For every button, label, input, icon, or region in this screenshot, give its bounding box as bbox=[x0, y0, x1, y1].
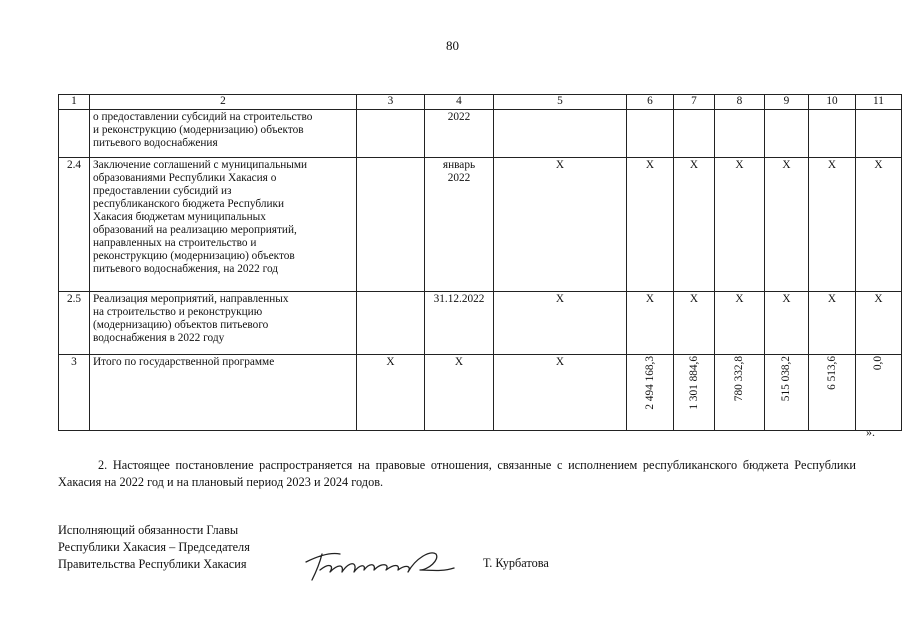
cell-col5: X bbox=[494, 158, 627, 292]
signer-title-line: Правительства Республики Хакасия bbox=[58, 557, 247, 571]
cell-col5: X bbox=[494, 355, 627, 431]
cell-col3 bbox=[357, 292, 425, 355]
cell-col7: X bbox=[674, 292, 715, 355]
row-number: 2.4 bbox=[59, 158, 90, 292]
total-value: 780 332,8 bbox=[733, 356, 745, 402]
total-value: 515 038,2 bbox=[780, 356, 792, 402]
signer-title-line: Исполняющий обязанности Главы bbox=[58, 523, 239, 537]
header-cell: 3 bbox=[357, 95, 425, 110]
cell-col10: X bbox=[809, 292, 856, 355]
header-cell: 9 bbox=[765, 95, 809, 110]
total-value: 6 513,6 bbox=[825, 356, 838, 390]
cell-col11: X bbox=[856, 158, 902, 292]
signer-name: Т. Курбатова bbox=[483, 556, 549, 570]
table-row bbox=[59, 355, 902, 431]
cell-col3 bbox=[357, 110, 425, 158]
cell-col9: X bbox=[765, 158, 809, 292]
cell-col9 bbox=[765, 110, 809, 158]
total-value: 2 494 168,3 bbox=[643, 356, 656, 410]
signer-title-line: Республики Хакасия – Председателя bbox=[58, 540, 250, 554]
paragraph-2: 2. Настоящее постановление распространяется на правовые отношения, связанные с исполнением республиканского бюджета Республики Хакасия на 2022 год и на плановый период 2023 и 2024 годов. bbox=[58, 458, 856, 489]
header-cell: 8 bbox=[715, 95, 765, 110]
cell-col8: X bbox=[715, 292, 765, 355]
row-number bbox=[59, 110, 90, 158]
row-description: Реализация мероприятий, направленных на строительство и реконструкцию (модернизацию) объектов питьевого водоснабжения в 2022 году bbox=[90, 292, 357, 355]
cell-col8 bbox=[715, 355, 765, 431]
row-description: Заключение соглашений с муниципальными образованиями Республики Хакасия о предоставлении субсидий из республиканского бюджета Республики Хакасия бюджетам муниципальных образований на реализацию мероприятий, направленных на строительство и реконструкцию (модернизацию) объектов питьевого водоснабжения, на 2022 год bbox=[90, 158, 357, 292]
header-cell: 10 bbox=[809, 95, 856, 110]
cell-col11 bbox=[856, 110, 902, 158]
cell-col4: X bbox=[425, 355, 494, 431]
header-cell: 5 bbox=[494, 95, 627, 110]
signature-block bbox=[58, 522, 250, 573]
closing-quote: ». bbox=[866, 425, 875, 439]
cell-col8 bbox=[715, 110, 765, 158]
cell-col10: X bbox=[809, 158, 856, 292]
cell-col3: X bbox=[357, 355, 425, 431]
cell-col7 bbox=[674, 110, 715, 158]
table-row bbox=[59, 158, 902, 292]
total-value: 1 301 884,6 bbox=[687, 356, 700, 410]
row-number: 3 bbox=[59, 355, 90, 431]
cell-col5: X bbox=[494, 292, 627, 355]
cell-col3 bbox=[357, 158, 425, 292]
table-row bbox=[59, 292, 902, 355]
header-cell: 11 bbox=[856, 95, 902, 110]
cell-col6 bbox=[627, 110, 674, 158]
cell-col11: X bbox=[856, 292, 902, 355]
program-table bbox=[58, 94, 902, 431]
header-cell: 1 bbox=[59, 95, 90, 110]
cell-col4: январь 2022 bbox=[425, 158, 494, 292]
header-cell: 7 bbox=[674, 95, 715, 110]
table-row bbox=[59, 110, 902, 158]
header-cell: 2 bbox=[90, 95, 357, 110]
cell-col8: X bbox=[715, 158, 765, 292]
cell-col6 bbox=[627, 355, 674, 431]
row-description: о предоставлении субсидий на строительство и реконструкцию (модернизацию) объектов питьевого водоснабжения bbox=[90, 110, 357, 158]
cell-col4: 31.12.2022 bbox=[425, 292, 494, 355]
cell-col11 bbox=[856, 355, 902, 431]
row-number: 2.5 bbox=[59, 292, 90, 355]
cell-col5 bbox=[494, 110, 627, 158]
handwritten-signature bbox=[300, 540, 460, 585]
header-cell: 4 bbox=[425, 95, 494, 110]
cell-col9: X bbox=[765, 292, 809, 355]
cell-col7 bbox=[674, 355, 715, 431]
cell-col9 bbox=[765, 355, 809, 431]
cell-col4: 2022 bbox=[425, 110, 494, 158]
table-header-row bbox=[59, 95, 902, 110]
total-value: 0,0 bbox=[872, 356, 884, 371]
header-cell: 6 bbox=[627, 95, 674, 110]
cell-col7: X bbox=[674, 158, 715, 292]
cell-col10 bbox=[809, 355, 856, 431]
cell-col6: X bbox=[627, 158, 674, 292]
page-number: 80 bbox=[446, 38, 459, 53]
row-description: Итого по государственной программе bbox=[90, 355, 357, 431]
cell-col10 bbox=[809, 110, 856, 158]
cell-col6: X bbox=[627, 292, 674, 355]
